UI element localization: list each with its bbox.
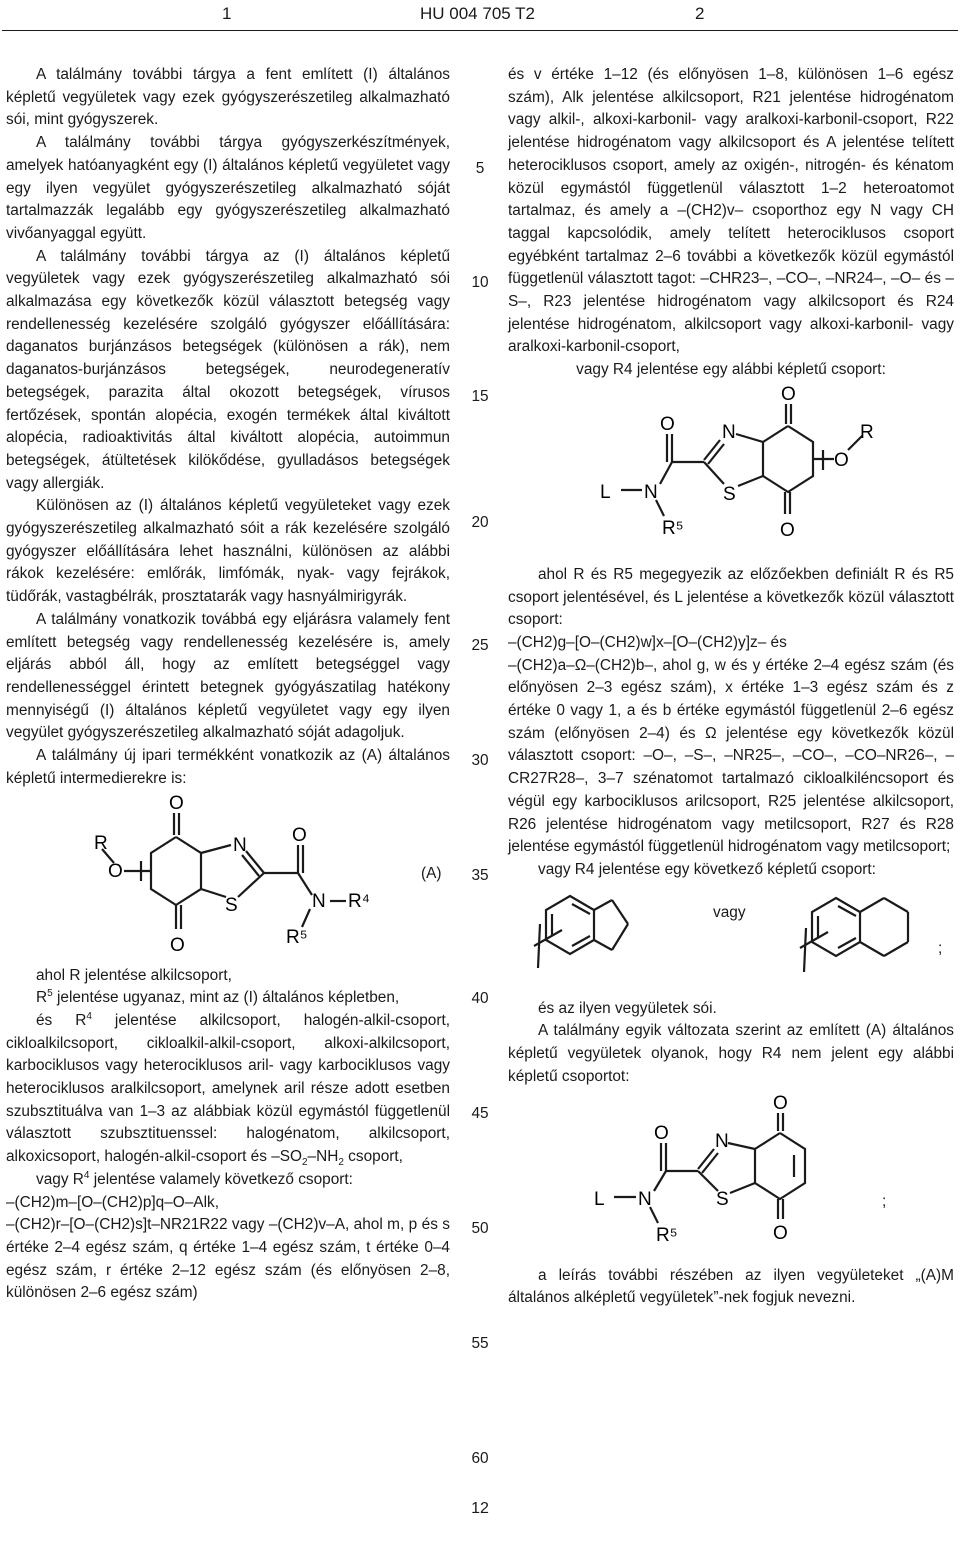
semicolon-after-excluded: ; [882,1192,887,1210]
excluded-r4-svg [508,1091,954,1263]
formula-a-r4: R⁴ [348,890,370,912]
excluded-ring-s: S [716,1188,729,1210]
excluded-l-linker: L [594,1188,605,1210]
right-paragraph-6: vagy R4 jelentése egy következő képletű csoport: [538,860,876,878]
vagy-between-structures: vagy [713,903,746,921]
line-number-55: 55 [471,1335,489,1352]
excluded-r5: R⁵ [656,1224,678,1246]
line-number-45: 45 [471,1105,489,1122]
formula-a-r: R [94,832,108,854]
r4-ring-s: S [723,483,736,505]
formula-a-ring-s: S [225,894,238,916]
left-paragraph-10: vagy $R^4$ jelentése valamely következő csoport: [36,1169,353,1188]
formula-a-amide-o: O [292,824,307,846]
line-number-35: 35 [471,867,489,884]
excluded-ring-n: N [715,1130,729,1152]
formula-a-label: (A) [421,864,442,882]
left-paragraph-8: $R^5$ jelentése ugyanaz, mint az (I) általános képletben, [36,988,400,1007]
line-number-10: 10 [471,274,489,291]
formula-a-amine-n: N [312,890,326,912]
formula-a-ether-o: O [108,860,123,882]
excluded-amine-n: N [638,1188,652,1210]
r4-group-svg [508,384,954,562]
line-number-25: 25 [471,637,489,654]
line-number-50: 50 [471,1220,489,1237]
left-paragraph-7: ahol R jelentése alkilcsoport, [36,966,232,984]
formula-a-ring-n: N [233,834,247,856]
left-paragraph-4: Különösen az (I) általános képletű vegyületeket vagy ezek gyógyszerészetileg alkalmazható sóit a rák kezelésére szolgáló gyógyszer előállítására lehet használni, különösen az alábbi rákok kezelésére: emlőrák, limfómák, nyak- vagy fejrákok, tüdőrák, vastagbélrák, prosztatarák vagy hasnyálmirigyrák. [6,497,450,606]
line-number-20: 20 [471,514,489,531]
formula-a-carbonyl-top-o: O [169,792,184,814]
page-number: 12 [471,1500,489,1517]
left-paragraph-1: A találmány további tárgya a fent említett (I) általános képletű vegyületek vagy ezek gyógyszerészetileg alkalmazható sói, mint gyógyszerek. [6,66,450,129]
right-paragraph-4: –(CH2)g–[O–(CH2)w]x–[O–(CH2)y]z– és [508,633,787,651]
right-paragraph-5: –(CH2)a–Ω–(CH2)b–, ahol g, w és y értéke 2–4 egész szám (és előnyösen 2–3 egész szám), x értéke 1–3 egész szám és z értéke 0 vagy 1, a és b értéke egymástól függetlenül 2–6 egész szám (előnyösen 2–4) és Ω jelentése egy következők közül választott csoport: –O–, –S–, –NR25–, –CO–, –CO–NR26–, –CR27R28–, 3–7 szénatomot tartalmazó cikloalkiléncsoport és végül egy karbociklusos arilcsoport, R25 jelentése alkilcsoport, R26 jelentése hidrogénatom vagy metilcsoport, R27 és R28 jelentése egymástól függetlenül hidrogénatom vagy metilcsoport; [508,656,954,856]
line-number-15: 15 [471,388,489,405]
line-number-40: 40 [471,990,489,1007]
right-paragraph-1: és v értéke 1–12 (és előnyösen 1–8, különösen 1–6 egész szám), Alk jelentése alkilcsoport, R21 jelentése hidrogénatom vagy alkil-, alkoxi-karbonil- vagy aralkoxi-karbonil-csoport, R22 jelentése hidrogénatom vagy alkilcsoport és A jelentése telített heterociklusos csoport, amely az oxigén-, nitrogén- és kénatom közül egymástól függetlenül választott 1–2 heteroatomot tartalmaz, és amely a –(CH2)v– csoporthoz egy N vagy CH taggal kapcsolódik, amely telített heterociklusos csoport egyébként tartalmaz 2–6 további a következők közül egymástól függetlenül választott tagot: –CHR23–, –CO–, –NR24–, –O– és –S–, R23 jelentése hidrogénatom vagy alkilcsoport és R24 jelentése hidrogénatom, alkilcsoport vagy alkoxi-karbonil- vagy aralkoxi-karbonil-csoport, [508,66,954,356]
header-rule [2,30,958,31]
benzodioxole-svg [508,884,954,996]
right-paragraph-2: vagy R4 jelentése egy alábbi képletű csoport: [576,361,886,379]
header-right-number: 2 [695,4,705,23]
formula-a-svg [6,793,450,963]
left-paragraph-9: és $R^4$ jelentése alkilcsoport, halogén-alkil-csoport, cikloalkilcsoport, cikloalkil-alkil-csoport, alkoxi-alkilcsoport, karbociklusos vagy heterociklusos aril- vagy karbociklusos vagy heterociklusos aralkilcsoport, amelynek aril része adott esetben szubsztituálva van 1–3 az alábbiak közül egymástól függetlenül választott szubsztituenssel: halogénatom, alkilcsoport, alkoxicsoport, halogén-alkil-csoport és $-SO_2-NH_2$ csoport, [6,1010,451,1169]
benzodioxole-structures [508,884,954,996]
excluded-carbonyl-top-o: O [773,1092,788,1114]
r4-carbonyl-top-o: O [781,383,796,405]
r4-amine-n: N [644,481,658,503]
formula-a-carbonyl-bottom-o: O [170,934,185,956]
line-number-30: 30 [471,752,489,769]
left-paragraph-5: A találmány vonatkozik továbbá egy eljárásra valamely fent említett betegség vagy rendellenesség kezelésére is, amely eljárás abból áll, hogy az említett betegséggel vagy rendellenességgel érintett betegnek gyógyászatilag hatékony mennyiségű (I) általános képletű vegyületet vagy egy ilyen vegyület gyógyszerészetileg alkalmazható sóját adagoljuk. [6,610,450,742]
left-paragraph-3: A találmány további tárgya az (I) általános képletű vegyületek vagy ezek gyógyszerészetileg alkalmazható sói alkalmazása egy következők közül választott betegség vagy rendellenesség kezelésére szolgáló gyógyszer előállítására: daganatos burjánzásos betegségek (különösen a rák), nem daganatos-burjánzásos betegségek, neurodegeneratív betegségek, parazita által okozott betegségek, vírusos fertőzések, spontán alopécia, exogén termékek által kiváltott alopécia, radioaktivitás által kiváltott alopécia, autoimmun betegségek, átültetések kilökődése, gyulladásos betegségek vagy allergiák. [6,247,450,492]
r4-carbonyl-bottom-o: O [780,519,795,541]
right-paragraph-8: A találmány egyik változata szerint az említett (A) általános képletű vegyületek olyanok, hogy R4 nem jelent egy alábbi képletű csoportot: [508,1022,954,1085]
r4-ether-o: O [834,449,849,471]
right-paragraph-9: a leírás további részében az ilyen vegyületeket „(A)M általános alképletű vegyületek”-nek fogjuk nevezni. [508,1266,954,1307]
left-paragraph-11: –(CH2)m–[O–(CH2)p]q–O–Alk, [6,1193,219,1211]
right-column [508,64,954,1310]
header-left-number: 1 [222,4,232,23]
left-paragraph-12: –(CH2)r–[O–(CH2)s]t–NR21R22 vagy –(CH2)v–A, ahol m, p és s értéke 2–4 egész szám, q értéke 1–4 egész szám, t értéke 0–4 egész szám, r értéke 2–12 egész szám (és előnyösen 2–8, különösen 2–6 egész szám) [6,1216,450,1302]
right-paragraph-3: ahol R és R5 megegyezik az előzőekben definiált R és R5 csoport jelentésével, és L jelentése a következők közül választott csoport: [508,565,954,629]
excluded-amide-o: O [654,1122,669,1144]
right-paragraph-7: és az ilyen vegyületek sói. [538,999,717,1017]
r4-r: R [860,421,874,443]
line-number-5: 5 [475,160,485,177]
r4-l-linker: L [600,481,611,503]
r4-amide-o: O [660,413,675,435]
formula-a-r5: R⁵ [286,926,308,948]
left-paragraph-2: A találmány további tárgya gyógyszerkészítmények, amelyek hatóanyagként egy (I) általános képletű vegyületet vagy egy ilyen vegyület gyógyszerészetileg alkalmazható sóját tartalmazzák legalább egy gyógyszerészetileg alkalmazható vivőanyaggal együtt. [6,134,450,242]
semicolon-after-structures: ; [938,939,943,957]
r4-ring-n: N [722,421,736,443]
formula-a-structure [6,793,450,963]
excluded-r4-structure [508,1091,954,1263]
excluded-carbonyl-bottom-o: O [773,1222,788,1244]
left-column [6,64,450,1305]
r4-r5: R⁵ [662,517,684,539]
line-number-60: 60 [471,1450,489,1467]
r4-group-structure [508,384,954,562]
header-patent-number: HU 004 705 T2 [420,4,535,23]
left-paragraph-6: A találmány új ipari termékként vonatkozik az (A) általános képletű intermedierekre is: [6,747,450,787]
